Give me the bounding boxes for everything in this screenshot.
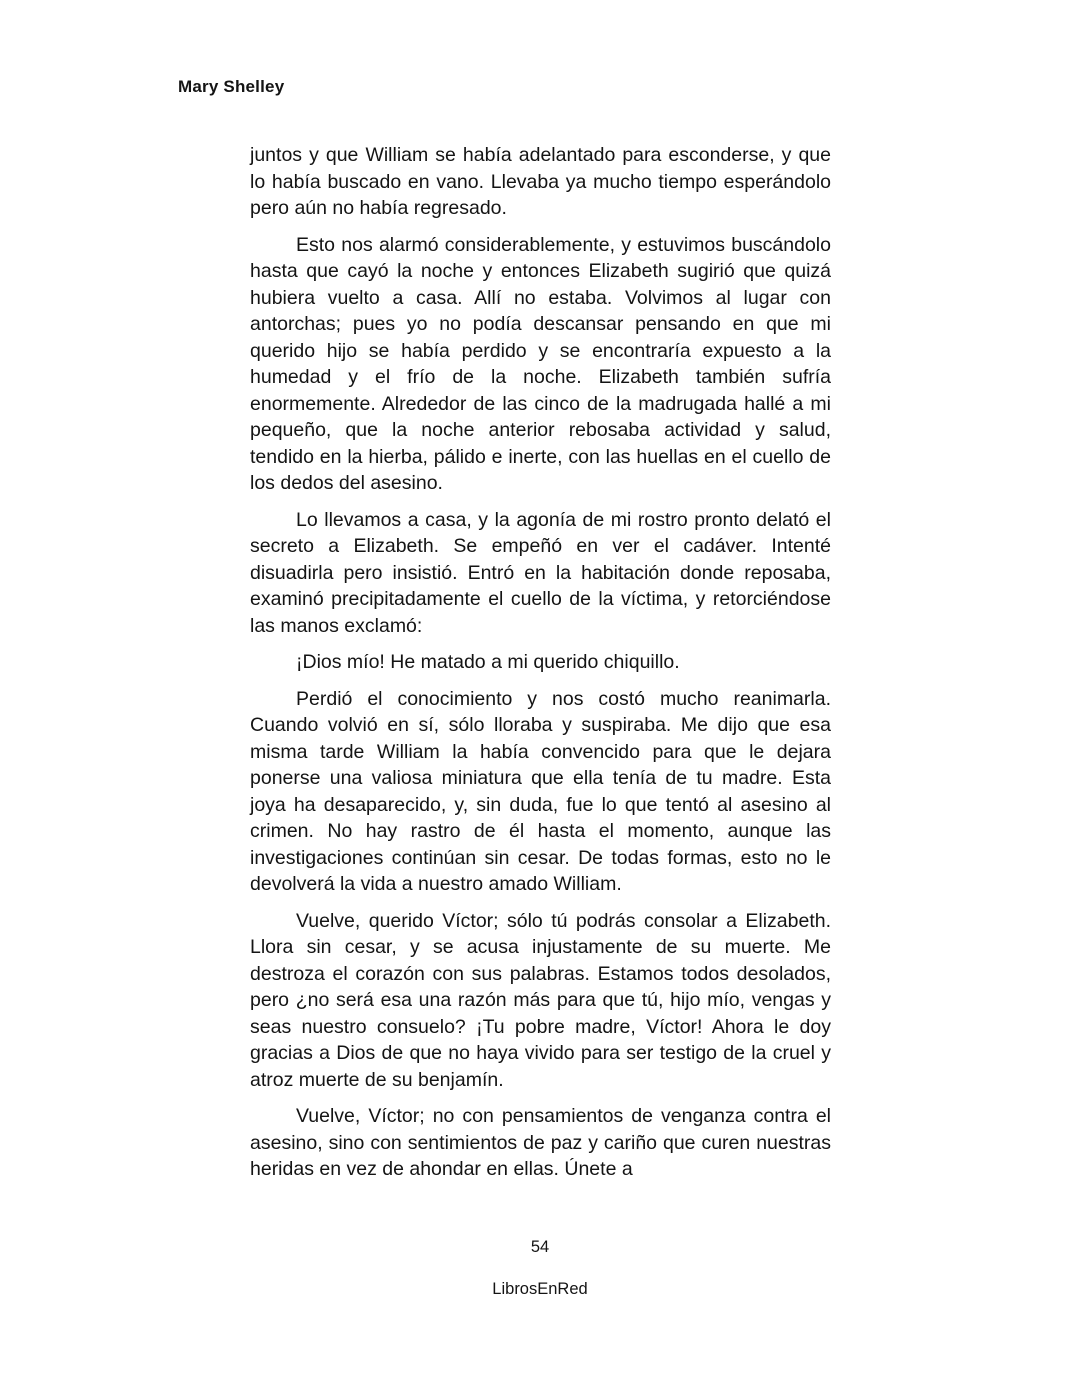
running-header: Mary Shelley [178, 77, 285, 96]
paragraph: ¡Dios mío! He matado a mi querido chiquillo. [296, 651, 680, 673]
paragraph: Perdió el conocimiento y nos costó mucho reanimarla. Cuando volvió en sí, sólo lloraba y suspiraba. Me dijo que esa misma tarde William la había convencido para que le dejara ponerse una valiosa miniatura que ella tenía de tu madre. Esta joya ha desaparecido, y, sin duda, fue lo que tentó al asesino al crimen. No hay rastro de él hasta el momento, aunque las investigaciones continúan sin cesar. De todas formas, esto no le devolverá la vida a nuestro amado William. [250, 687, 831, 895]
publisher-name: LibrosEnRed [492, 1280, 588, 1298]
paragraph: Esto nos alarmó considerablemente, y estuvimos buscándolo hasta que cayó la noche y entonces Elizabeth sugirió que quizá hubiera vuelto a casa. Allí no estaba. Volvimos al lugar con antorchas; pues yo no podía descansar pensando en que mi querido hijo se había perdido y se encontraría expuesto a la humedad y el frío de la noche. Elizabeth también sufría enormemente. Alrededor de las cinco de la madrugada hallé a mi pequeño, que la noche anterior rebosaba actividad y salud, tendido en la hierba, pálido e inerte, con las huellas en el cuello de los dedos del asesino. [250, 233, 831, 494]
page-number: 54 [530, 1238, 550, 1256]
body-text [250, 142, 831, 1193]
paragraph: Lo llevamos a casa, y la agonía de mi rostro pronto delató el secreto a Elizabeth. Se empeñó en ver el cadáver. Intenté disuadirla pero insistió. Entró en la habitación donde reposaba, examinó precipitadamente el cuello de la víctima, y retorciéndose las manos exclamó: [250, 508, 831, 637]
paragraph: Vuelve, Víctor; no con pensamientos de venganza contra el asesino, sino con sentimientos de paz y cariño que curen nuestras heridas en vez de ahondar en ellas. Únete a [250, 1105, 831, 1180]
paragraph: juntos y que William se había adelantado para esconderse, y que lo había buscado en vano. Llevaba ya mucho tiempo esperándolo pero aún no había regresado. [250, 144, 831, 219]
paragraph: Vuelve, querido Víctor; sólo tú podrás consolar a Elizabeth. Llora sin cesar, y se acusa injustamente de su muerte. Me destroza el corazón con sus palabras. Estamos todos desolados, pero ¿no será esa una razón más para que tú, hijo mío, vengas y seas nuestro consuelo? ¡Tu pobre madre, Víctor! Ahora le doy gracias a Dios de que no haya vivido para ser testigo de la cruel y atroz muerte de su benjamín. [250, 909, 831, 1091]
